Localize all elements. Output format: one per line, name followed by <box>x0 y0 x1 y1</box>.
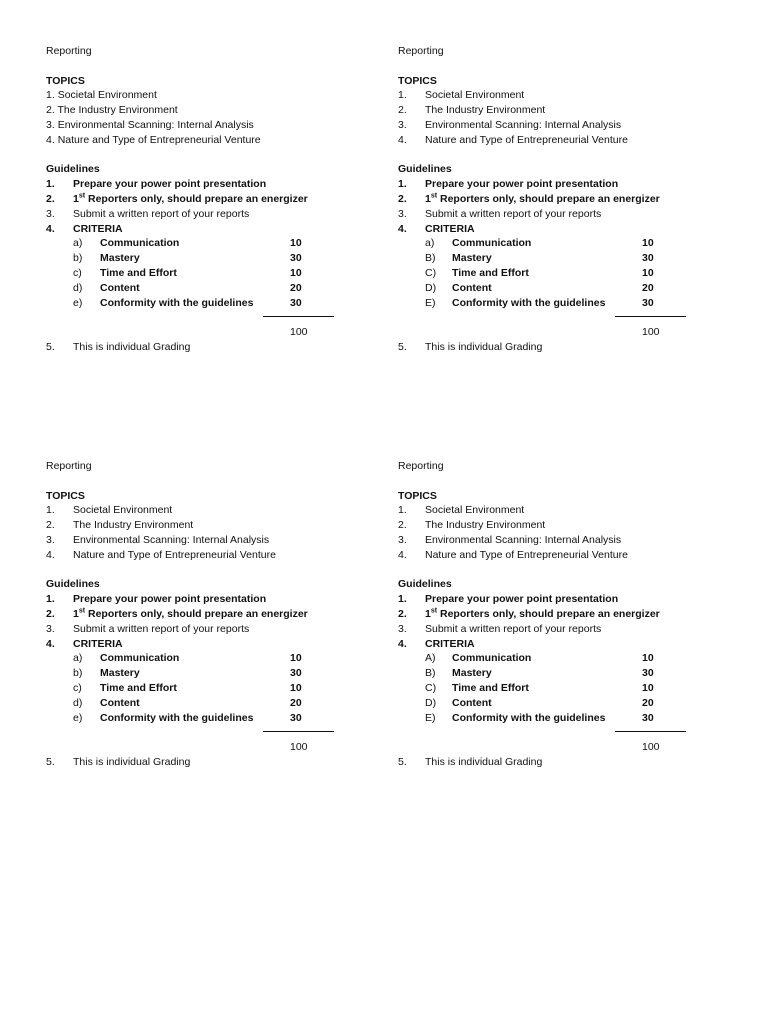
guideline-text <box>73 192 308 207</box>
criteria-letter: d) <box>73 281 83 294</box>
guideline-body: Reporters only, should prepare an energizer <box>85 192 308 205</box>
final-item <box>46 340 346 355</box>
criteria-points: 10 <box>290 266 302 279</box>
criteria-row <box>46 236 346 251</box>
criteria-row <box>398 281 698 296</box>
guideline-text: Prepare your power point presentation <box>425 178 619 191</box>
criteria-name: Content <box>452 281 492 294</box>
guideline-text: CRITERIA <box>73 222 123 235</box>
topic-text: Environmental Scanning: Internal Analysis <box>425 533 622 546</box>
final-text: This is individual Grading <box>425 340 543 353</box>
guidelines-heading: Guidelines <box>398 163 452 176</box>
total-rule-row <box>398 310 698 325</box>
spacer <box>46 148 346 163</box>
criteria-row <box>398 681 698 696</box>
topic-text: Nature and Type of Entrepreneurial Venture <box>57 133 261 146</box>
topic-number: 2. <box>398 104 407 117</box>
criteria-points: 30 <box>642 711 654 724</box>
guideline-text: Submit a written report of your reports <box>425 622 602 635</box>
topic-number: 4. <box>398 133 407 146</box>
spacer <box>46 59 346 74</box>
guideline-item <box>398 192 698 207</box>
guideline-text: Submit a written report of your reports <box>73 622 250 635</box>
total-rule-row <box>398 725 698 740</box>
criteria-row <box>46 251 346 266</box>
criteria-name: Conformity with the guidelines <box>452 296 606 309</box>
guideline-number: 1. <box>46 593 55 606</box>
guideline-ordinal: 1 <box>425 192 431 205</box>
topic-text: Nature and Type of Entrepreneurial Venture <box>425 548 628 561</box>
spacer <box>398 59 698 74</box>
handout-title: Reporting <box>398 460 444 472</box>
criteria-points: 30 <box>290 296 302 309</box>
criteria-points: 30 <box>290 711 302 724</box>
topic-item <box>398 518 698 533</box>
topic-number: 4. <box>398 548 407 561</box>
guideline-number: 3. <box>398 207 407 220</box>
topic-text: Societal Environment <box>57 89 157 102</box>
handout-title: Reporting <box>46 45 92 57</box>
total-divider <box>615 731 686 732</box>
guideline-ordinal: 1 <box>73 192 79 205</box>
total-divider <box>263 316 334 317</box>
criteria-letter: D) <box>425 696 437 709</box>
total-points: 100 <box>642 741 660 754</box>
criteria-letter: A) <box>425 652 436 665</box>
guideline-number: 1. <box>46 178 55 191</box>
final-number: 5. <box>398 340 407 353</box>
topic-item <box>398 548 698 563</box>
criteria-letter: c) <box>73 266 82 279</box>
topic-text: Environmental Scanning: Internal Analysis <box>57 118 254 131</box>
criteria-row <box>398 251 698 266</box>
criteria-points: 20 <box>290 281 302 294</box>
guideline-item <box>398 592 698 607</box>
final-number: 5. <box>46 755 55 768</box>
topic-item <box>398 133 698 148</box>
spacer <box>398 474 698 489</box>
total-row <box>398 740 698 755</box>
topic-number: 3. <box>46 533 55 546</box>
topic-line <box>46 118 254 133</box>
topics-heading: TOPICS <box>398 489 437 502</box>
criteria-name: Mastery <box>100 252 140 265</box>
topic-item <box>46 118 346 133</box>
handout-top-right <box>398 44 698 355</box>
criteria-letter: e) <box>73 711 83 724</box>
topic-number: 2. <box>46 104 55 117</box>
topic-number: 2. <box>46 519 55 532</box>
guideline-item <box>398 177 698 192</box>
criteria-letter: D) <box>425 281 437 294</box>
final-number: 5. <box>398 755 407 768</box>
guideline-item <box>398 607 698 622</box>
criteria-points: 10 <box>642 652 654 665</box>
guideline-text: Prepare your power point presentation <box>73 178 267 191</box>
guideline-item <box>46 207 346 222</box>
criteria-name: Time and Effort <box>100 266 177 279</box>
criteria-name: Conformity with the guidelines <box>452 711 606 724</box>
final-text: This is individual Grading <box>425 755 543 768</box>
criteria-letter: c) <box>73 681 82 694</box>
guideline-item <box>46 592 346 607</box>
guideline-number: 4. <box>46 222 55 235</box>
total-row <box>46 325 346 340</box>
guideline-text: Submit a written report of your reports <box>425 207 602 220</box>
criteria-points: 10 <box>290 237 302 250</box>
criteria-row <box>398 236 698 251</box>
criteria-row <box>398 651 698 666</box>
criteria-points: 10 <box>642 266 654 279</box>
criteria-name: Time and Effort <box>100 681 177 694</box>
criteria-letter: C) <box>425 681 437 694</box>
guideline-text: Submit a written report of your reports <box>73 207 250 220</box>
handout-bottom-left <box>46 459 346 770</box>
topic-text: Societal Environment <box>73 504 173 517</box>
criteria-letter: e) <box>73 296 83 309</box>
topic-item <box>46 548 346 563</box>
topic-line <box>46 88 157 103</box>
guideline-ordinal: 1 <box>425 607 431 620</box>
criteria-points: 20 <box>290 696 302 709</box>
topic-item <box>398 88 698 103</box>
criteria-points: 10 <box>290 652 302 665</box>
final-item <box>398 755 698 770</box>
guideline-item <box>46 637 346 652</box>
guideline-item <box>398 622 698 637</box>
guideline-ordinal-suffix: st <box>430 192 438 200</box>
criteria-name: Mastery <box>452 667 492 680</box>
guidelines-heading: Guidelines <box>46 163 100 176</box>
guideline-ordinal-suffix: st <box>430 607 438 615</box>
criteria-points: 20 <box>642 281 654 294</box>
criteria-points: 30 <box>642 667 654 680</box>
handout-title: Reporting <box>398 45 444 57</box>
total-row <box>398 325 698 340</box>
topic-number: 1. <box>46 504 55 517</box>
topic-number: 3. <box>46 118 55 131</box>
criteria-row <box>46 711 346 726</box>
criteria-letter: B) <box>425 252 436 265</box>
topic-item <box>398 118 698 133</box>
topic-text: Societal Environment <box>425 89 525 102</box>
spacer <box>46 474 346 489</box>
criteria-row <box>46 681 346 696</box>
criteria-row <box>398 711 698 726</box>
criteria-letter: b) <box>73 667 83 680</box>
guideline-number: 1. <box>398 178 407 191</box>
guideline-ordinal-suffix: st <box>78 607 86 615</box>
guideline-number: 1. <box>398 593 407 606</box>
criteria-name: Communication <box>452 237 532 250</box>
criteria-name: Content <box>100 281 140 294</box>
guideline-text: CRITERIA <box>73 637 123 650</box>
criteria-row <box>46 296 346 311</box>
total-row <box>46 740 346 755</box>
topic-text: The Industry Environment <box>425 104 546 117</box>
spacer <box>46 563 346 578</box>
total-points: 100 <box>290 326 308 339</box>
final-text: This is individual Grading <box>73 755 191 768</box>
topics-heading: TOPICS <box>398 74 437 87</box>
criteria-points: 10 <box>642 237 654 250</box>
criteria-points: 20 <box>642 696 654 709</box>
topic-text: Nature and Type of Entrepreneurial Venture <box>425 133 628 146</box>
topic-text: The Industry Environment <box>57 104 178 117</box>
topic-text: Societal Environment <box>425 504 525 517</box>
guideline-number: 3. <box>46 622 55 635</box>
topic-text: Nature and Type of Entrepreneurial Venture <box>73 548 276 561</box>
topic-item <box>398 103 698 118</box>
topic-text: Environmental Scanning: Internal Analysis <box>425 118 622 131</box>
criteria-name: Content <box>100 696 140 709</box>
criteria-row <box>46 666 346 681</box>
topic-item <box>398 533 698 548</box>
criteria-letter: a) <box>425 237 435 250</box>
guideline-item <box>46 192 346 207</box>
criteria-points: 30 <box>642 252 654 265</box>
topic-number: 3. <box>398 118 407 131</box>
total-points: 100 <box>642 326 660 339</box>
topic-item <box>46 103 346 118</box>
criteria-row <box>398 666 698 681</box>
criteria-name: Content <box>452 696 492 709</box>
spacer <box>398 148 698 163</box>
criteria-name: Communication <box>100 652 180 665</box>
criteria-name: Conformity with the guidelines <box>100 711 254 724</box>
criteria-row <box>46 266 346 281</box>
topics-heading: TOPICS <box>46 489 85 502</box>
criteria-letter: C) <box>425 266 437 279</box>
topic-text: The Industry Environment <box>73 519 194 532</box>
guideline-text <box>425 607 660 622</box>
criteria-row <box>398 266 698 281</box>
criteria-points: 10 <box>642 681 654 694</box>
guideline-body: Reporters only, should prepare an energizer <box>437 607 660 620</box>
topic-number: 1. <box>398 504 407 517</box>
guideline-item <box>46 222 346 237</box>
guideline-item <box>398 207 698 222</box>
guideline-number: 2. <box>46 607 55 620</box>
topic-number: 1. <box>398 89 407 102</box>
criteria-letter: E) <box>425 711 436 724</box>
guideline-text <box>425 192 660 207</box>
guideline-item <box>46 177 346 192</box>
guideline-number: 2. <box>398 192 407 205</box>
handout-top-left <box>46 44 346 355</box>
topic-item <box>398 503 698 518</box>
topic-text: Environmental Scanning: Internal Analysis <box>73 533 270 546</box>
topic-item <box>46 518 346 533</box>
criteria-name: Communication <box>452 652 532 665</box>
total-rule-row <box>46 725 346 740</box>
spacer <box>398 563 698 578</box>
topic-number: 2. <box>398 519 407 532</box>
guideline-item <box>46 622 346 637</box>
guideline-number: 4. <box>398 222 407 235</box>
total-rule-row <box>46 310 346 325</box>
topics-heading: TOPICS <box>46 74 85 87</box>
criteria-points: 30 <box>290 667 302 680</box>
criteria-points: 10 <box>290 681 302 694</box>
topic-number: 1. <box>46 89 55 102</box>
criteria-row <box>398 296 698 311</box>
guidelines-heading: Guidelines <box>46 578 100 591</box>
criteria-name: Mastery <box>100 667 140 680</box>
final-number: 5. <box>46 340 55 353</box>
final-item <box>46 755 346 770</box>
guideline-item <box>398 222 698 237</box>
topic-text: The Industry Environment <box>425 519 546 532</box>
criteria-row <box>46 281 346 296</box>
final-item <box>398 340 698 355</box>
guideline-number: 2. <box>46 192 55 205</box>
topic-item <box>46 88 346 103</box>
criteria-row <box>46 696 346 711</box>
topic-number: 4. <box>46 548 55 561</box>
total-divider <box>263 731 334 732</box>
guideline-ordinal: 1 <box>73 607 79 620</box>
topic-number: 4. <box>46 133 55 146</box>
criteria-letter: E) <box>425 296 436 309</box>
total-points: 100 <box>290 741 308 754</box>
topic-line <box>46 133 261 148</box>
guideline-number: 4. <box>398 637 407 650</box>
guideline-item <box>398 637 698 652</box>
criteria-letter: d) <box>73 696 83 709</box>
criteria-name: Conformity with the guidelines <box>100 296 254 309</box>
topic-item <box>46 133 346 148</box>
topic-item <box>46 533 346 548</box>
criteria-letter: a) <box>73 237 83 250</box>
final-text: This is individual Grading <box>73 340 191 353</box>
guidelines-heading: Guidelines <box>398 578 452 591</box>
criteria-row <box>46 651 346 666</box>
guideline-item <box>46 607 346 622</box>
topic-number: 3. <box>398 533 407 546</box>
criteria-points: 30 <box>642 296 654 309</box>
criteria-row <box>398 696 698 711</box>
total-divider <box>615 316 686 317</box>
guideline-number: 4. <box>46 637 55 650</box>
criteria-letter: b) <box>73 252 83 265</box>
criteria-name: Time and Effort <box>452 266 529 279</box>
guideline-text: CRITERIA <box>425 637 475 650</box>
guideline-text: Prepare your power point presentation <box>73 593 267 606</box>
criteria-points: 30 <box>290 252 302 265</box>
guideline-number: 3. <box>398 622 407 635</box>
criteria-name: Mastery <box>452 252 492 265</box>
criteria-name: Communication <box>100 237 180 250</box>
topic-line <box>46 103 178 118</box>
guideline-body: Reporters only, should prepare an energizer <box>85 607 308 620</box>
guideline-text: Prepare your power point presentation <box>425 593 619 606</box>
guideline-body: Reporters only, should prepare an energizer <box>437 192 660 205</box>
guideline-text <box>73 607 308 622</box>
topic-item <box>46 503 346 518</box>
guideline-number: 3. <box>46 207 55 220</box>
guideline-ordinal-suffix: st <box>78 192 86 200</box>
criteria-letter: B) <box>425 667 436 680</box>
criteria-name: Time and Effort <box>452 681 529 694</box>
handout-bottom-right <box>398 459 698 770</box>
criteria-letter: a) <box>73 652 83 665</box>
guideline-text: CRITERIA <box>425 222 475 235</box>
handout-title: Reporting <box>46 460 92 472</box>
guideline-number: 2. <box>398 607 407 620</box>
